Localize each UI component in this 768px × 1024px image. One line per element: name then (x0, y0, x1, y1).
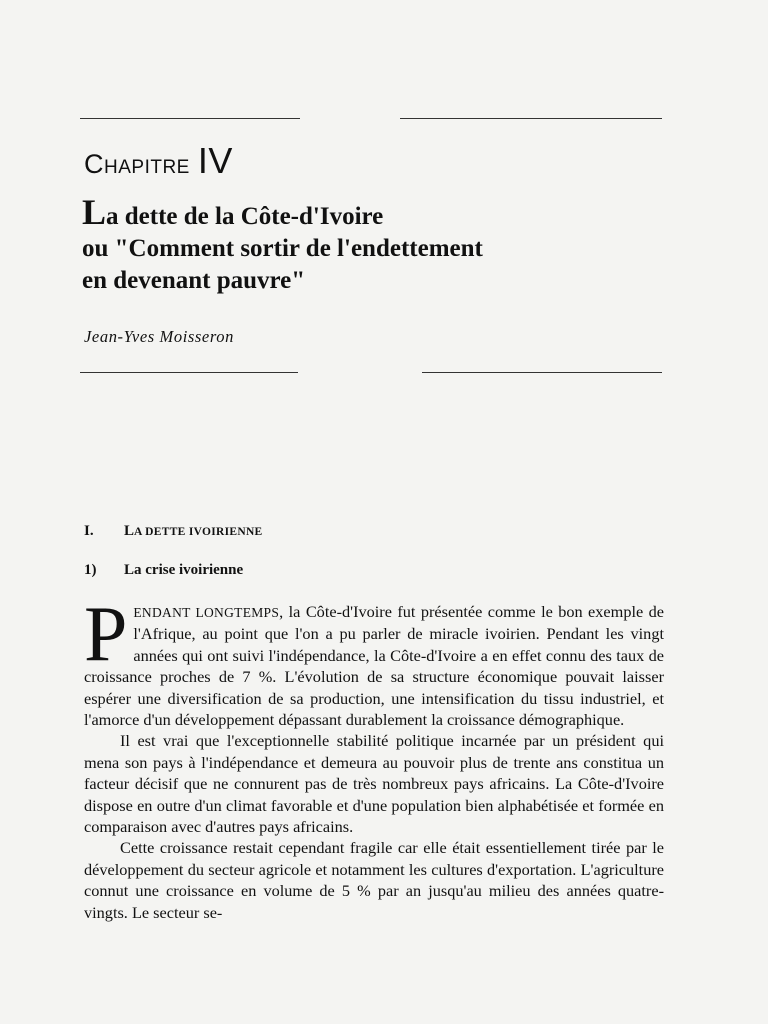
mid-rule-left (80, 372, 298, 373)
body-text (84, 590, 664, 923)
title-line-1-rest: a dette de la Côte-d'Ivoire (106, 203, 384, 230)
subsection-title: La crise ivoirienne (124, 562, 244, 578)
author-name: Jean-Yves Moisseron (84, 327, 234, 346)
paragraph-2: Il est vrai que l'exceptionnelle stabilité politique incarnée par un président qui mena son pays à l'indépendance et demeura au pouvoir plus de trente ans constitua un facteur décisif que ne connurent pas de très nombreux pays africains. La Côte-d'Ivoire dispose en outre d'un climat favorable et d'une population bien alphabétisée et formée en comparaison avec d'autres pays africains. (84, 731, 664, 837)
chapter-label (84, 140, 233, 182)
title-initial: L (82, 192, 107, 232)
paragraph-1-text: , la Côte-d'Ivoire fut présentée comme le bon exemple de l'Afrique, au point que l'on a pu parler de miracle ivoirien. Pendant les vingt années qui ont suivi l'indépendance, la Côte-d'Ivoire a en effet connu des taux de croissance proches de 7 %. L'évolution de sa structure économique pouvait laisser espérer une diversification de sa production, une intensification du tissu industriel, et l'amorce d'un développement dépassant durablement la croissance démographique. (84, 602, 664, 730)
chapter-number: IV (197, 140, 233, 181)
lead-smallcaps: ENDANT LONGTEMPS (133, 605, 280, 620)
subsection-heading (84, 562, 243, 579)
title-line-1 (82, 192, 702, 233)
chapter-label-rest: HAPITRE (104, 157, 190, 178)
top-rule-right (400, 118, 662, 119)
section-title-rest: A DETTE IVOIRIENNE (134, 526, 263, 538)
chapter-label-initial: C (84, 149, 104, 179)
subsection-number: 1) (84, 562, 97, 578)
section-number: I. (84, 523, 94, 539)
section-heading (84, 523, 263, 540)
section-title-initial: L (124, 523, 135, 539)
top-rule-left (80, 118, 300, 119)
mid-rule-right (422, 372, 662, 373)
title-line-3: en devenant pauvre" (82, 267, 306, 294)
title-line-2: ou "Comment sortir de l'endettement (82, 235, 483, 262)
chapter-title (82, 192, 702, 297)
paragraph-3: Cette croissance restait cependant fragile car elle était essentiellement tirée par le développement du secteur agricole et notamment les cultures d'exportation. L'agriculture connut une croissance en volume de 5 % par an jusqu'au milieu des années quatre-vingts. Le secteur se- (84, 838, 664, 922)
drop-cap: P (84, 590, 128, 677)
paragraph-1 (84, 590, 664, 730)
